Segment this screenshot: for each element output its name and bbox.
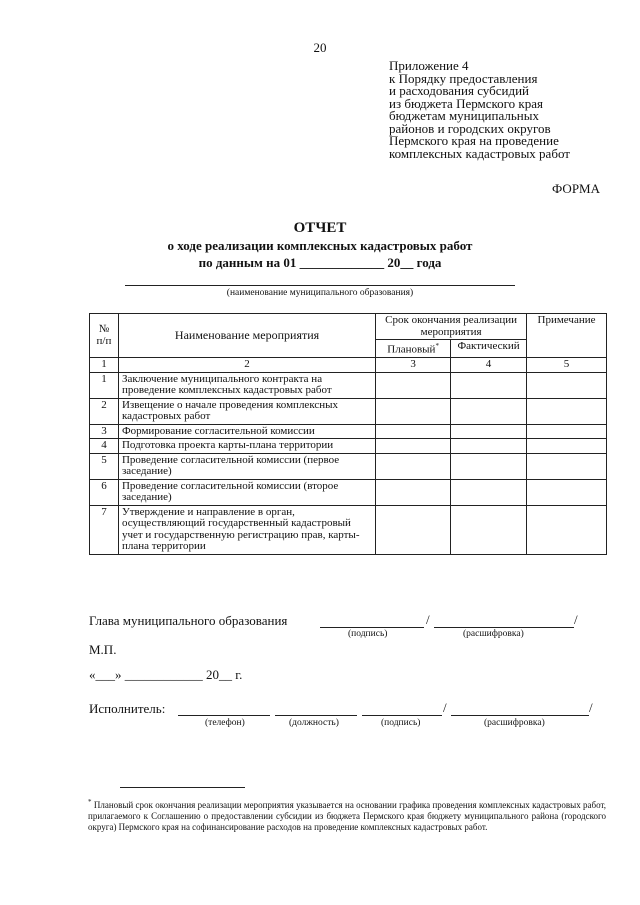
executor-signature-line[interactable] <box>362 715 442 716</box>
note-cell[interactable] <box>527 479 607 505</box>
appendix-line: Приложение 4 <box>389 58 469 73</box>
appendix-line: комплексных кадастровых работ <box>389 145 570 161</box>
row-num: 5 <box>90 453 119 479</box>
appendix-line: из бюджета Пермского края <box>389 95 544 111</box>
row-num: 2 <box>90 398 119 424</box>
page-number: 20 <box>313 40 327 55</box>
table-row <box>90 398 607 424</box>
executor-decoding-line[interactable] <box>451 715 589 716</box>
date-line[interactable]: «___» ____________ 20__ г. <box>89 667 243 682</box>
decoding-caption: (расшифровка) <box>463 629 524 639</box>
position-line[interactable] <box>275 715 357 716</box>
row-num: 7 <box>90 505 119 554</box>
header-planned: Плановый* <box>376 340 451 358</box>
header-deadline: Срок окончания реализации мероприятия <box>376 314 527 340</box>
table-row <box>90 424 607 439</box>
appendix-line: Пермского края на проведение <box>389 133 559 148</box>
document-subtitle <box>0 237 640 271</box>
row-num: 6 <box>90 479 119 505</box>
header-name: Наименование мероприятия <box>118 314 375 358</box>
table-row <box>90 439 607 454</box>
phone-caption: (телефон) <box>205 718 245 728</box>
table-row <box>90 453 607 479</box>
report-table <box>89 313 607 555</box>
planned-cell[interactable] <box>376 439 451 454</box>
document-title: ОТЧЕТ <box>293 220 347 236</box>
appendix-line: и расходования субсидий <box>389 83 529 98</box>
head-decoding-line[interactable] <box>434 627 574 628</box>
row-name: Формирование согласительной комиссии <box>118 424 375 439</box>
municipality-field-line[interactable] <box>125 285 515 286</box>
header-num: № п/п <box>90 314 119 358</box>
position-caption: (должность) <box>289 718 339 728</box>
slash: / <box>574 612 578 627</box>
footnote-divider <box>120 787 245 788</box>
row-num: 3 <box>90 424 119 439</box>
planned-cell[interactable] <box>376 398 451 424</box>
column-number: 5 <box>527 358 607 373</box>
seal-label: М.П. <box>89 642 117 657</box>
executor-label: Исполнитель: <box>89 701 166 716</box>
note-cell[interactable] <box>527 453 607 479</box>
slash: / <box>589 700 593 715</box>
actual-cell[interactable] <box>451 479 527 505</box>
column-number: 4 <box>451 358 527 373</box>
slash: / <box>426 612 430 627</box>
form-label: ФОРМА <box>552 181 600 196</box>
planned-cell[interactable] <box>376 505 451 554</box>
appendix-line: районов и городских округов <box>389 120 551 136</box>
row-num: 4 <box>90 439 119 454</box>
table-row <box>90 505 607 554</box>
note-cell[interactable] <box>527 372 607 398</box>
appendix-line: бюджетам муниципальных <box>389 108 539 123</box>
header-actual: Фактический <box>451 340 527 358</box>
subtitle-line-1: о ходе реализации комплексных кадастровых работ <box>167 238 473 253</box>
footnote-mark: * <box>88 798 92 806</box>
row-name: Проведение согласительной комиссии (второе заседание) <box>118 479 375 505</box>
planned-cell[interactable] <box>376 453 451 479</box>
municipality-caption: (наименование муниципального образования) <box>226 288 414 298</box>
head-label: Глава муниципального образования <box>89 613 288 628</box>
header-note: Примечание <box>527 314 607 358</box>
footnote-text: Плановый срок окончания реализации мероприятия указывается на основании графика проведения комплексных кадастровых работ, прилагаемого к Соглашению о предоставлении субсидии из бюджета Пермского края бюджету муниципального района (городского округа) Пермского края на софинансирование расходов на проведение комплексных кадастровых работ. <box>88 800 607 832</box>
actual-cell[interactable] <box>451 424 527 439</box>
subtitle-line-2: по данным на 01 _____________ 20__ года <box>198 255 442 270</box>
row-name: Проведение согласительной комиссии (первое заседание) <box>118 453 375 479</box>
note-cell[interactable] <box>527 505 607 554</box>
row-name: Заключение муниципального контракта на проведение комплексных кадастровых работ <box>118 372 375 398</box>
row-num: 1 <box>90 372 119 398</box>
footnote <box>88 797 606 833</box>
row-name: Извещение о начале проведения комплексных кадастровых работ <box>118 398 375 424</box>
actual-cell[interactable] <box>451 505 527 554</box>
head-signature-line[interactable] <box>320 627 424 628</box>
phone-line[interactable] <box>178 715 270 716</box>
actual-cell[interactable] <box>451 372 527 398</box>
signature-caption: (подпись) <box>381 718 421 728</box>
note-cell[interactable] <box>527 424 607 439</box>
actual-cell[interactable] <box>451 453 527 479</box>
footnote-mark: * <box>435 342 439 350</box>
signature-caption: (подпись) <box>348 629 388 639</box>
decoding-caption: (расшифровка) <box>484 718 545 728</box>
column-number: 3 <box>376 358 451 373</box>
actual-cell[interactable] <box>451 439 527 454</box>
column-number: 2 <box>118 358 375 373</box>
planned-cell[interactable] <box>376 424 451 439</box>
appendix-block <box>389 60 629 160</box>
planned-cell[interactable] <box>376 479 451 505</box>
actual-cell[interactable] <box>451 398 527 424</box>
planned-cell[interactable] <box>376 372 451 398</box>
table-row <box>90 372 607 398</box>
note-cell[interactable] <box>527 398 607 424</box>
appendix-line: к Порядку предоставления <box>389 70 538 86</box>
table-row <box>90 479 607 505</box>
column-number: 1 <box>90 358 119 373</box>
row-name: Утверждение и направление в орган, осуществляющий государственный кадастровый учет и государственную регистрацию прав, карты-плана территории <box>118 505 375 554</box>
slash: / <box>443 700 447 715</box>
row-name: Подготовка проекта карты-плана территории <box>118 439 375 454</box>
note-cell[interactable] <box>527 439 607 454</box>
